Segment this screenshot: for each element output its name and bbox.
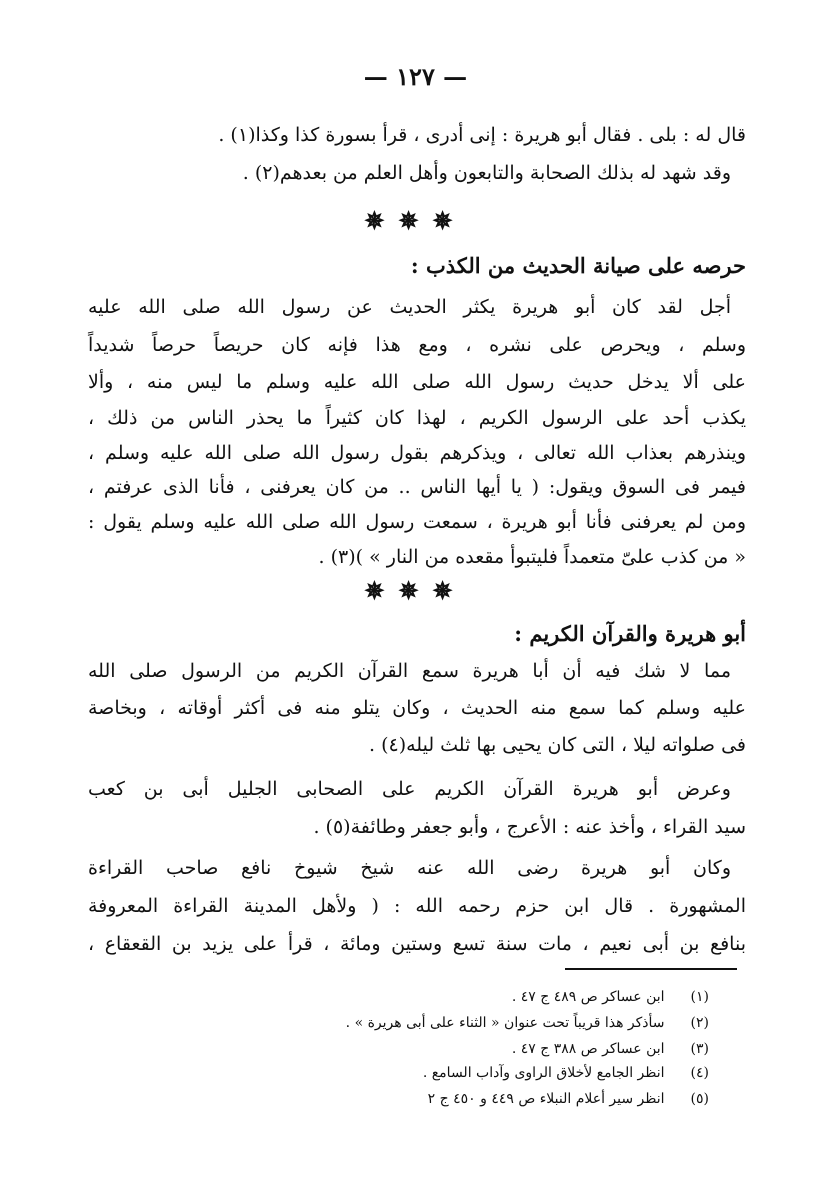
paragraph-line: ومن لم يعرفنى فأنا أبو هريرة ، سمعت رسول الله صلى الله عليه وسلم يقول : xyxy=(88,511,746,533)
paragraph-line: عليه وسلم كما سمع منه الحديث ، وكان يتلو منه فى أكثر أوقاته ، وبخاصة xyxy=(88,697,746,719)
paragraph-line: المشهورة . قال ابن حزم رحمه الله : ( ولأهل المدينة القراءة المعروفة xyxy=(88,895,746,917)
paragraph-line: وينذرهم بعذاب الله تعالى ، ويذكرهم بقول رسول الله صلى الله عليه وسلم ، xyxy=(88,442,746,464)
intro-line: قال له : بلى . فقال أبو هريرة : إنى أدرى ، قرأ بسورة كذا وكذا(١) . xyxy=(218,124,746,146)
paragraph-line: على ألا يدخل حديث رسول الله صلى الله عليه وسلم ما ليس منه ، وألا xyxy=(88,371,746,393)
paragraph-line: أجل لقد كان أبو هريرة يكثر الحديث عن رسول الله صلى الله عليه xyxy=(88,296,731,318)
section-separator: ✵✵✵ xyxy=(364,576,467,605)
paragraph-line: وكان أبو هريرة رضى الله عنه شيخ شيوخ نافع صاحب القراءة xyxy=(88,857,731,879)
footnote xyxy=(189,986,709,1008)
footnote xyxy=(189,1088,709,1110)
paragraph-line: فيمر فى السوق ويقول: ( يا أيها الناس .. من كان يعرفنى ، فأنا الذى عرفتم ، xyxy=(88,476,746,498)
paragraph-line: يكذب أحد على الرسول الكريم ، لهذا كان كثيراً ما يحذر الناس من ذلك ، xyxy=(88,407,746,429)
paragraph-line: وعرض أبو هريرة القرآن الكريم على الصحابى الجليل أبى بن كعب xyxy=(88,778,731,800)
section-separator: ✵✵✵ xyxy=(364,206,467,235)
footnote-number: (٢) xyxy=(690,1015,709,1031)
footnote-text: ابن عساكر ص ٣٨٨ ج ٤٧ . xyxy=(511,1041,665,1057)
footnote-number: (١) xyxy=(690,989,709,1005)
paragraph-line: « من كذب علىّ متعمداً فليتبوأ مقعده من النار » )(٣) . xyxy=(318,546,746,568)
footnote-rule xyxy=(565,968,737,970)
paragraph-line: مما لا شك فيه أن أبا هريرة سمع القرآن الكريم من الرسول صلى الله xyxy=(88,660,731,682)
footnote xyxy=(189,1062,709,1084)
section-heading: حرصه على صيانة الحديث من الكذب : xyxy=(410,253,746,278)
footnote-text: ابن عساكر ص ٤٨٩ ج ٤٧ . xyxy=(511,989,665,1005)
paragraph-line: سيد القراء ، وأخذ عنه : الأعرج ، وأبو جعفر وطائفة(٥) . xyxy=(313,816,746,838)
paragraph-line: وسلم ، ويحرص على نشره ، ومع هذا فإنه كان حريصاً حرصاً شديداً xyxy=(88,334,746,356)
footnote xyxy=(189,1038,709,1060)
paragraph-line: فى صلواته ليلا ، التى كان يحيى بها ثلث ليله(٤) . xyxy=(368,734,746,756)
footnote xyxy=(189,1012,709,1034)
page-number: — ١٢٧ — xyxy=(363,62,468,91)
footnote-number: (٤) xyxy=(690,1065,709,1081)
intro-line: وقد شهد له بذلك الصحابة والتابعون وأهل العلم من بعدهم(٢) . xyxy=(242,162,731,184)
footnote-number: (٣) xyxy=(690,1041,709,1057)
section-heading: أبو هريرة والقرآن الكريم : xyxy=(514,621,746,646)
footnote-number: (٥) xyxy=(690,1091,709,1107)
footnote-text: انظر الجامع لأخلاق الراوى وآداب السامع . xyxy=(422,1065,665,1081)
paragraph-line: بنافع بن أبى نعيم ، مات سنة تسع وستين ومائة ، قرأ على يزيد بن القعقاع ، xyxy=(88,933,746,955)
footnote-text: سأذكر هذا قريباً تحت عنوان « الثناء على أبى هريرة » . xyxy=(345,1015,665,1031)
footnote-text: انظر سير أعلام النبلاء ص ٤٤٩ و ٤٥٠ ج ٢ xyxy=(427,1091,665,1107)
